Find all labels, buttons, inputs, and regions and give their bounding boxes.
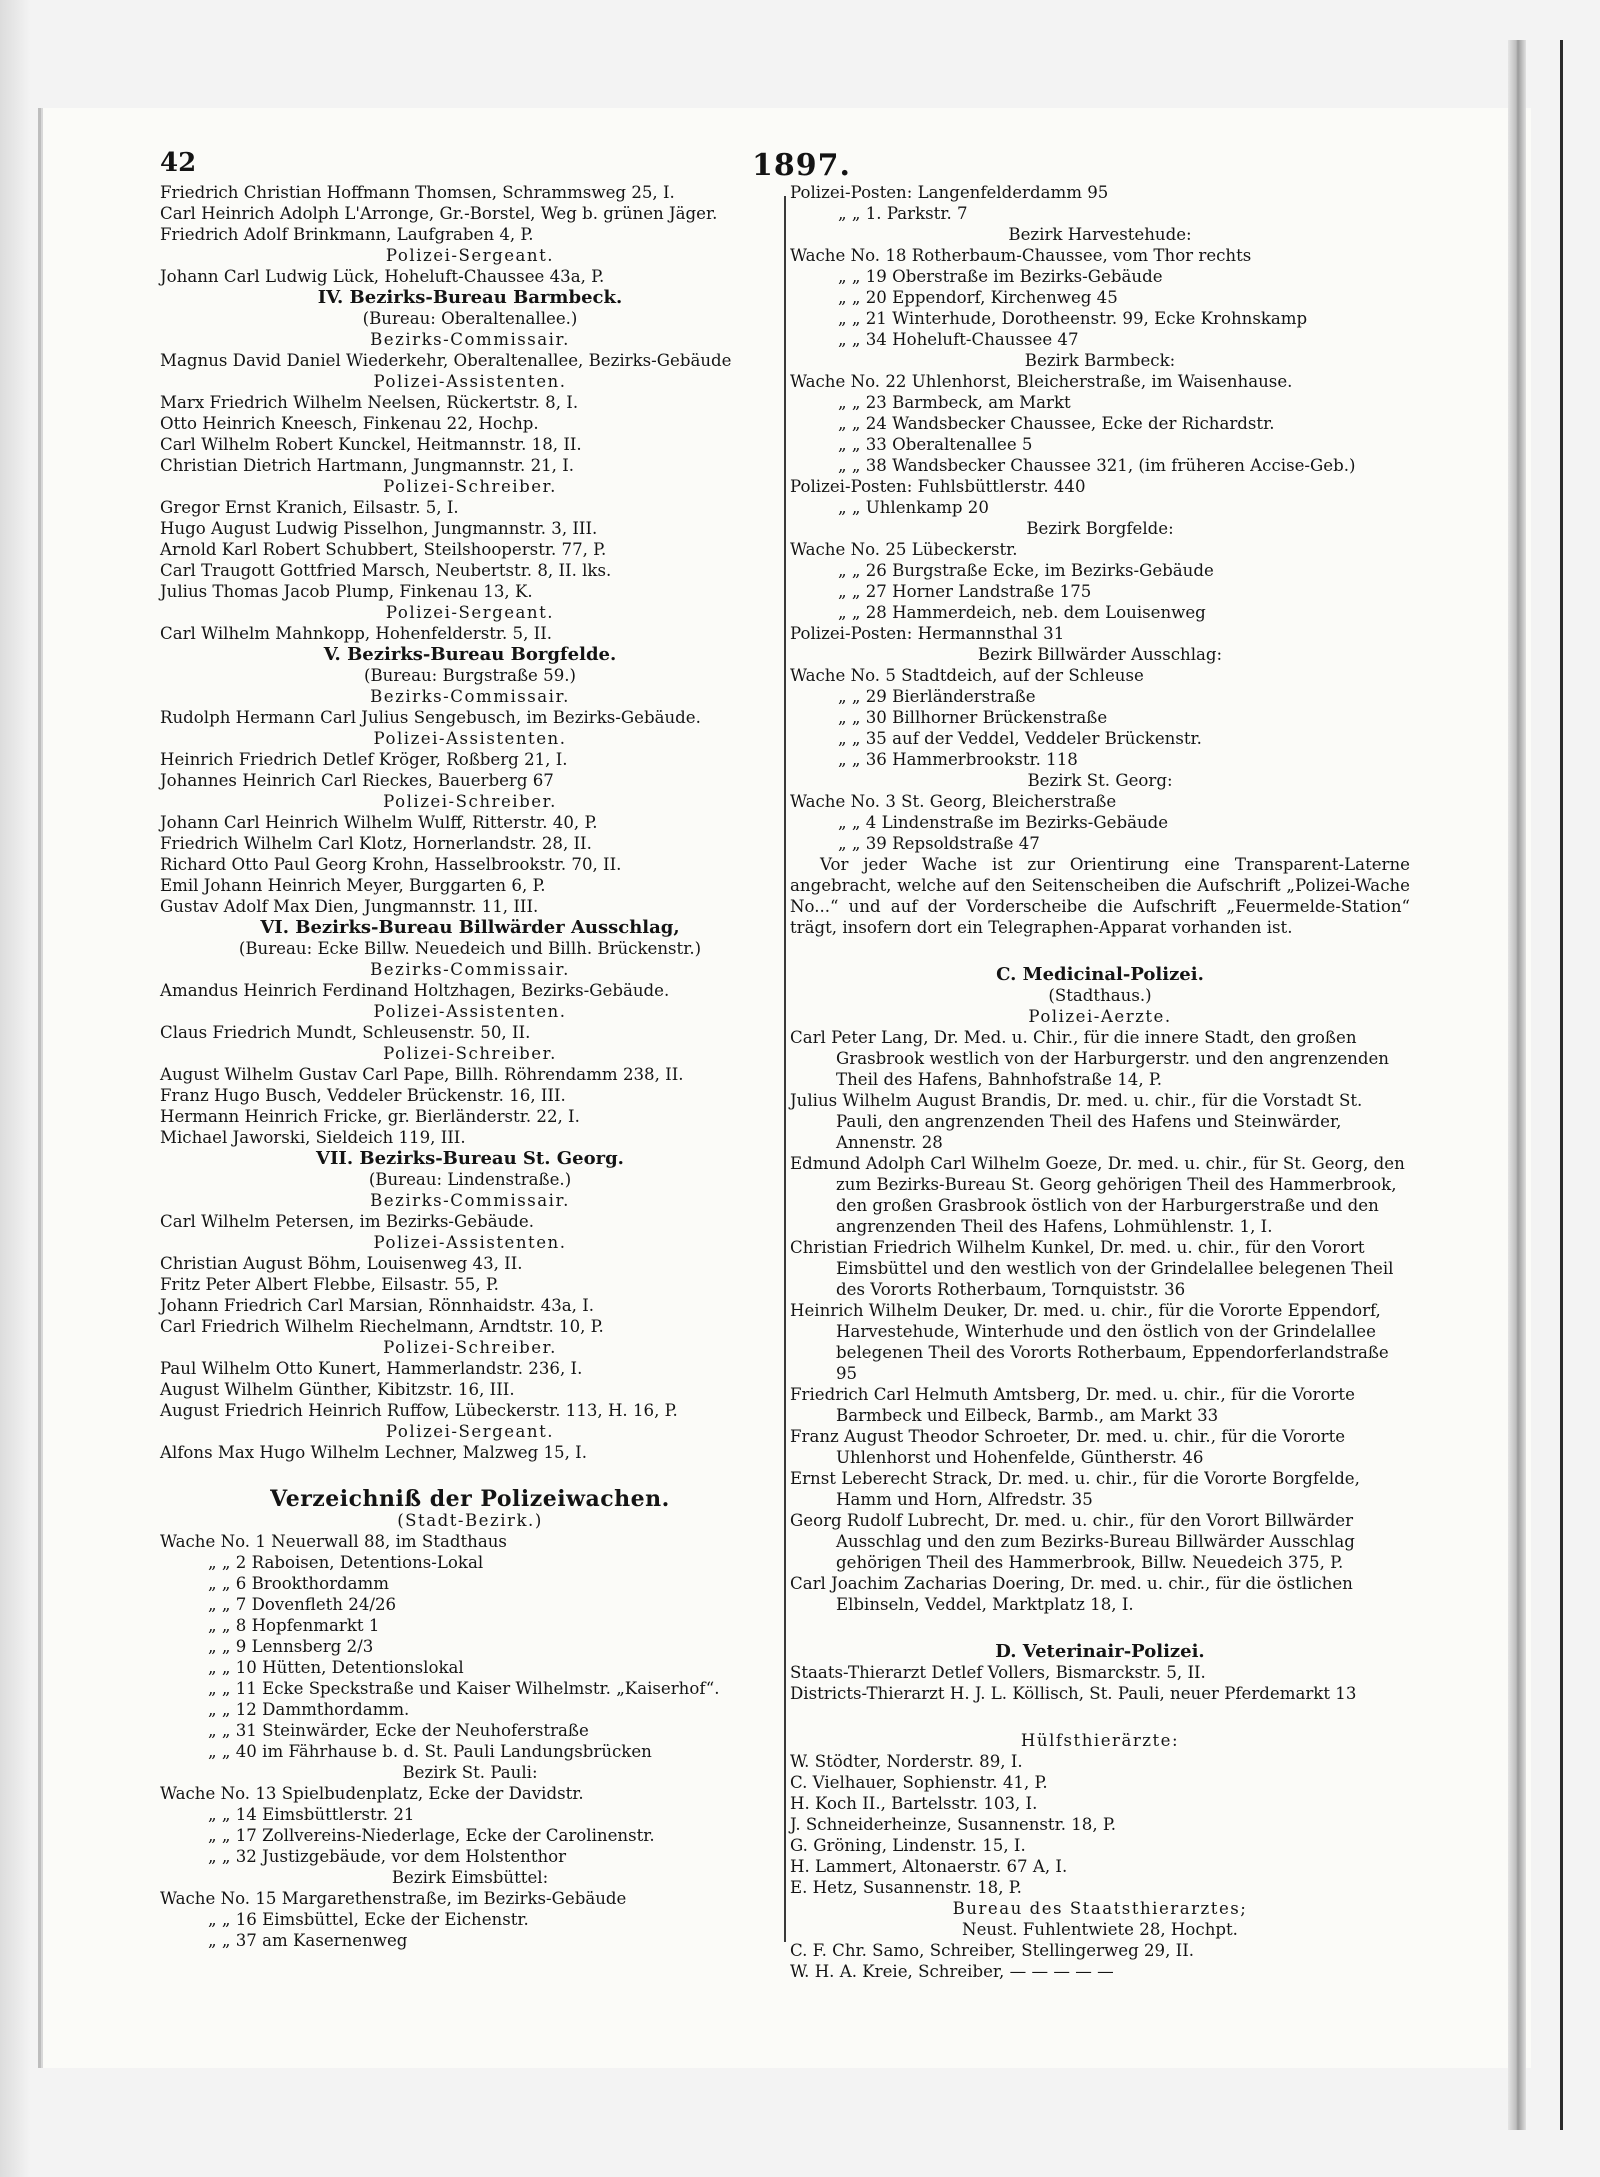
list-item: Carl Traugott Gottfried Marsch, Neubertstr. 8, II. lks. bbox=[160, 561, 612, 580]
section-subheading: Polizei-Schreiber. bbox=[383, 477, 557, 496]
section-subheading: Polizei-Assistenten. bbox=[373, 1002, 567, 1021]
section-heading: VII. Bezirks-Bureau St. Georg. bbox=[316, 1148, 624, 1169]
physician-entry: Christian Friedrich Wilhelm Kunkel, Dr. med. u. chir., für den Vorort Eimsbüttel und den westlich von der Grindelallee belegenen Theil des Vororts Rotherbaum, Tornquiststr. 36 bbox=[790, 1238, 1394, 1299]
list-item: „ „ 6 Brookthordamm bbox=[208, 1574, 389, 1593]
list-item: Claus Friedrich Mundt, Schleusenstr. 50, II. bbox=[160, 1023, 531, 1042]
section-heading: D. Veterinair-Polizei. bbox=[995, 1641, 1205, 1662]
list-item: Friedrich Christian Hoffmann Thomsen, Schrammsweg 25, I. bbox=[160, 183, 675, 202]
centered-note: Bezirk Barmbeck: bbox=[1024, 351, 1176, 370]
list-item: W. H. A. Kreie, Schreiber, — — — — — bbox=[790, 1962, 1114, 1981]
list-item: Otto Heinrich Kneesch, Finkenau 22, Hochp. bbox=[160, 414, 539, 433]
list-item: „ „ 26 Burgstraße Ecke, im Bezirks-Gebäude bbox=[838, 561, 1214, 580]
list-item: „ „ 32 Justizgebäude, vor dem Holstenthor bbox=[208, 1847, 567, 1866]
list-item: Gregor Ernst Kranich, Eilsastr. 5, I. bbox=[160, 498, 459, 517]
section-subheading: Hülfsthierärzte: bbox=[1020, 1731, 1180, 1750]
physician-entry: Julius Wilhelm August Brandis, Dr. med. u. chir., für die Vorstadt St. Pauli, den angrenzenden Theil des Hafens und Steinwärder, Annenstr. 28 bbox=[790, 1091, 1363, 1152]
section-subheading: Bezirks-Commissair. bbox=[370, 330, 570, 349]
centered-note: Bezirk Eimsbüttel: bbox=[391, 1868, 549, 1887]
section-subheading: Bezirks-Commissair. bbox=[370, 1191, 570, 1210]
list-item: „ „ 38 Wandsbecker Chaussee 321, (im früheren Accise-Geb.) bbox=[838, 456, 1356, 475]
list-item: H. Koch II., Bartelsstr. 103, I. bbox=[790, 1794, 1038, 1813]
list-item: C. Vielhauer, Sophienstr. 41, P. bbox=[790, 1773, 1048, 1792]
section-subheading: Polizei-Schreiber. bbox=[383, 1338, 557, 1357]
section-subheading: Polizei-Sergeant. bbox=[385, 603, 555, 622]
list-item: „ „ Uhlenkamp 20 bbox=[838, 498, 989, 517]
centered-note: (Bureau: Burgstraße 59.) bbox=[363, 666, 577, 685]
physician-entry: Edmund Adolph Carl Wilhelm Goeze, Dr. med. u. chir., für St. Georg, den zum Bezirks-Bureau St. Georg gehörigen Theil des Hammerbrook, den großen Grasbrook östlich von der Harburgerstraße und den angrenzenden Theil des Hafens, Lohmühlenstr. 1, I. bbox=[790, 1154, 1405, 1236]
notice-paragraph: Vor jeder Wache ist zur Orientirung eine Transparent-Laterne angebracht, welche auf den Seitenscheiben die Aufschrift „Polizei-Wache No...“ und auf der Vorderscheibe die Aufschrift „Feuermelde-Station“ trägt, insofern dort ein Telegraphen-Apparat vorhanden ist. bbox=[790, 855, 1410, 937]
list-item: „ „ 36 Hammerbrookstr. 118 bbox=[838, 750, 1078, 769]
list-item: „ „ 30 Billhorner Brückenstraße bbox=[838, 708, 1108, 727]
section-subheading: Polizei-Aerzte. bbox=[1028, 1007, 1172, 1026]
centered-note: (Stadthaus.) bbox=[1048, 986, 1152, 1005]
list-item: Julius Thomas Jacob Plump, Finkenau 13, K. bbox=[160, 582, 533, 601]
list-item: Friedrich Adolf Brinkmann, Laufgraben 4, P. bbox=[160, 225, 534, 244]
book-spine bbox=[1508, 40, 1526, 2130]
left-column bbox=[160, 182, 780, 1951]
spacer bbox=[790, 1615, 1410, 1641]
list-item: Wache No. 15 Margarethenstraße, im Bezirks-Gebäude bbox=[160, 1889, 627, 1908]
list-item: „ „ 37 am Kasernenweg bbox=[208, 1931, 408, 1950]
list-item: „ „ 33 Oberaltenallee 5 bbox=[838, 435, 1033, 454]
section-subheading: Polizei-Assistenten. bbox=[373, 372, 567, 391]
list-heading: Verzeichniß der Polizeiwachen. bbox=[270, 1486, 670, 1512]
centered-note: Bezirk Billwärder Ausschlag: bbox=[977, 645, 1223, 664]
section-subheading: Polizei-Schreiber. bbox=[383, 792, 557, 811]
list-item: „ „ 20 Eppendorf, Kirchenweg 45 bbox=[838, 288, 1118, 307]
list-item: Districts-Thierarzt H. J. L. Köllisch, St. Pauli, neuer Pferdemarkt 13 bbox=[790, 1684, 1357, 1703]
physician-entry: Ernst Leberecht Strack, Dr. med. u. chir., für die Vororte Borgfelde, Hamm und Horn, Alfredstr. 35 bbox=[790, 1469, 1360, 1509]
section-subheading: (Stadt-Bezirk.) bbox=[397, 1511, 543, 1530]
list-item: Hermann Heinrich Fricke, gr. Bierländerstr. 22, I. bbox=[160, 1107, 580, 1126]
gutter-line bbox=[1560, 40, 1563, 2130]
list-item: „ „ 14 Eimsbüttlerstr. 21 bbox=[208, 1805, 415, 1824]
page-number: 42 bbox=[160, 148, 197, 178]
physician-entry: Carl Joachim Zacharias Doering, Dr. med. u. chir., für die östlichen Elbinseln, Veddel, Marktplatz 18, I. bbox=[790, 1574, 1353, 1614]
list-item: „ „ 28 Hammerdeich, neb. dem Louisenweg bbox=[838, 603, 1206, 622]
list-item: „ „ 23 Barmbeck, am Markt bbox=[838, 393, 1071, 412]
right-column bbox=[790, 182, 1410, 1982]
list-item: W. Stödter, Norderstr. 89, I. bbox=[790, 1752, 1023, 1771]
spacer bbox=[790, 938, 1410, 964]
centered-note: (Bureau: Ecke Billw. Neuedeich und Billh. Brückenstr.) bbox=[238, 939, 702, 958]
centered-note: Bezirk Harvestehude: bbox=[1008, 225, 1192, 244]
list-item: „ „ 27 Horner Landstraße 175 bbox=[838, 582, 1092, 601]
list-item: „ „ 21 Winterhude, Dorotheenstr. 99, Ecke Krohnskamp bbox=[838, 309, 1308, 328]
list-item: Wache No. 22 Uhlenhorst, Bleicherstraße, im Waisenhause. bbox=[790, 372, 1293, 391]
list-item: „ „ 2 Raboisen, Detentions-Lokal bbox=[208, 1553, 484, 1572]
list-item: „ „ 35 auf der Veddel, Veddeler Brückenstr. bbox=[838, 729, 1202, 748]
section-heading: VI. Bezirks-Bureau Billwärder Ausschlag, bbox=[260, 917, 680, 938]
list-item: Arnold Karl Robert Schubbert, Steilshooperstr. 77, P. bbox=[160, 540, 607, 559]
list-item: Michael Jaworski, Sieldeich 119, III. bbox=[160, 1128, 466, 1147]
section-subheading: Polizei-Sergeant. bbox=[385, 246, 555, 265]
physician-entry: Carl Peter Lang, Dr. Med. u. Chir., für die innere Stadt, den großen Grasbrook westlich von der Harburgerstr. und den angrenzenden Theil des Hafens, Bahnhofstraße 14, P. bbox=[790, 1028, 1389, 1089]
list-item: „ „ 4 Lindenstraße im Bezirks-Gebäude bbox=[838, 813, 1169, 832]
list-item: August Wilhelm Günther, Kibitzstr. 16, III. bbox=[160, 1380, 515, 1399]
column-divider bbox=[784, 196, 786, 1942]
centered-note: Bezirk St. Georg: bbox=[1027, 771, 1173, 790]
list-item: Staats-Thierarzt Detlef Vollers, Bismarckstr. 5, II. bbox=[790, 1663, 1206, 1682]
physician-entry: Franz August Theodor Schroeter, Dr. med. u. chir., für die Vororte Uhlenhorst und Hohenfelde, Güntherstr. 46 bbox=[790, 1427, 1346, 1467]
list-item: „ „ 11 Ecke Speckstraße und Kaiser Wilhelmstr. „Kaiserhof“. bbox=[208, 1679, 720, 1698]
list-item: Carl Wilhelm Mahnkopp, Hohenfelderstr. 5, II. bbox=[160, 624, 553, 643]
list-item: Paul Wilhelm Otto Kunert, Hammerlandstr. 236, I. bbox=[160, 1359, 583, 1378]
list-item: Wache No. 1 Neuerwall 88, im Stadthaus bbox=[160, 1532, 507, 1551]
list-item: „ „ 34 Hoheluft-Chaussee 47 bbox=[838, 330, 1079, 349]
list-item: „ „ 8 Hopfenmarkt 1 bbox=[208, 1616, 380, 1635]
list-item: Wache No. 13 Spielbudenplatz, Ecke der Davidstr. bbox=[160, 1784, 584, 1803]
list-item: Heinrich Friedrich Detlef Kröger, Roßberg 21, I. bbox=[160, 750, 568, 769]
section-heading: IV. Bezirks-Bureau Barmbeck. bbox=[317, 287, 623, 308]
list-item: Hugo August Ludwig Pisselhon, Jungmannstr. 3, III. bbox=[160, 519, 598, 538]
list-item: Wache No. 3 St. Georg, Bleicherstraße bbox=[790, 792, 1117, 811]
centered-note: Bezirk Borgfelde: bbox=[1026, 519, 1174, 538]
list-item: H. Lammert, Altonaerstr. 67 A, I. bbox=[790, 1857, 1068, 1876]
section-subheading: Bezirks-Commissair. bbox=[370, 960, 570, 979]
section-subheading: Bezirks-Commissair. bbox=[370, 687, 570, 706]
list-item: Richard Otto Paul Georg Krohn, Hasselbrookstr. 70, II. bbox=[160, 855, 622, 874]
list-item: Johann Carl Heinrich Wilhelm Wulff, Ritterstr. 40, P. bbox=[160, 813, 598, 832]
list-item: „ „ 1. Parkstr. 7 bbox=[838, 204, 968, 223]
list-item: Johannes Heinrich Carl Rieckes, Bauerberg 67 bbox=[160, 771, 554, 790]
list-item: Polizei-Posten: Fuhlsbüttlerstr. 440 bbox=[790, 477, 1086, 496]
list-item: Wache No. 25 Lübeckerstr. bbox=[790, 540, 1018, 559]
section-subheading: Bureau des Staatsthierarztes; bbox=[952, 1899, 1248, 1918]
list-item: „ „ 9 Lennsberg 2/3 bbox=[208, 1637, 374, 1656]
list-item: Johann Carl Ludwig Lück, Hoheluft-Chaussee 43a, P. bbox=[160, 267, 605, 286]
list-item: J. Schneiderheinze, Susannenstr. 18, P. bbox=[790, 1815, 1116, 1834]
section-subheading: Polizei-Sergeant. bbox=[385, 1422, 555, 1441]
centered-note: (Bureau: Oberaltenallee.) bbox=[362, 309, 578, 328]
list-item: August Friedrich Heinrich Ruffow, Lübeckerstr. 113, H. 16, P. bbox=[160, 1401, 678, 1420]
list-item: C. F. Chr. Samo, Schreiber, Stellingerweg 29, II. bbox=[790, 1941, 1195, 1960]
list-item: Polizei-Posten: Hermannsthal 31 bbox=[790, 624, 1065, 643]
section-subheading: Polizei-Schreiber. bbox=[383, 1044, 557, 1063]
list-item: Magnus David Daniel Wiederkehr, Oberaltenallee, Bezirks-Gebäude bbox=[160, 351, 732, 370]
list-item: Friedrich Wilhelm Carl Klotz, Hornerlandstr. 28, II. bbox=[160, 834, 592, 853]
physician-entry: Heinrich Wilhelm Deuker, Dr. med. u. chir., für die Vororte Eppendorf, Harvestehude, Winterhude und den östlich von der Grindelallee belegenen Theil des Vororts Rotherbaum, Eppendorferlandstraße 95 bbox=[790, 1301, 1389, 1383]
list-item: „ „ 19 Oberstraße im Bezirks-Gebäude bbox=[838, 267, 1163, 286]
list-item: G. Gröning, Lindenstr. 15, I. bbox=[790, 1836, 1026, 1855]
centered-note: Bezirk St. Pauli: bbox=[402, 1763, 538, 1782]
list-item: E. Hetz, Susannenstr. 18, P. bbox=[790, 1878, 1022, 1897]
list-item: Emil Johann Heinrich Meyer, Burggarten 6, P. bbox=[160, 876, 546, 895]
list-item: Amandus Heinrich Ferdinand Holtzhagen, Bezirks-Gebäude. bbox=[160, 981, 670, 1000]
section-subheading: Polizei-Assistenten. bbox=[373, 729, 567, 748]
list-item: „ „ 7 Dovenfleth 24/26 bbox=[208, 1595, 397, 1614]
list-item: Franz Hugo Busch, Veddeler Brückenstr. 16, III. bbox=[160, 1086, 566, 1105]
list-item: „ „ 17 Zollvereins-Niederlage, Ecke der Carolinenstr. bbox=[208, 1826, 655, 1845]
list-item: Christian Dietrich Hartmann, Jungmannstr. 21, I. bbox=[160, 456, 575, 475]
list-item: Polizei-Posten: Langenfelderdamm 95 bbox=[790, 183, 1109, 202]
list-item: Christian August Böhm, Louisenweg 43, II. bbox=[160, 1254, 523, 1273]
list-item: Carl Wilhelm Petersen, im Bezirks-Gebäude. bbox=[160, 1212, 535, 1231]
scan-edge bbox=[0, 0, 30, 2177]
list-item: „ „ 31 Steinwärder, Ecke der Neuhoferstraße bbox=[208, 1721, 589, 1740]
list-item: „ „ 12 Dammthordamm. bbox=[208, 1700, 410, 1719]
list-item: Marx Friedrich Wilhelm Neelsen, Rückertstr. 8, I. bbox=[160, 393, 579, 412]
list-item: Wache No. 18 Rotherbaum-Chaussee, vom Thor rechts bbox=[790, 246, 1252, 265]
list-item: Carl Heinrich Adolph L'Arronge, Gr.-Borstel, Weg b. grünen Jäger. bbox=[160, 204, 718, 223]
list-item: Alfons Max Hugo Wilhelm Lechner, Malzweg 15, I. bbox=[160, 1443, 587, 1462]
physician-entry: Georg Rudolf Lubrecht, Dr. med. u. chir., für den Vorort Billwärder Ausschlag und den zum Bezirks-Bureau Billwärder Ausschlag gehörigen Theil des Hammerbrook, Billw. Neuedeich 375, P. bbox=[790, 1511, 1355, 1572]
section-heading: V. Bezirks-Bureau Borgfelde. bbox=[323, 644, 617, 665]
list-item: Wache No. 5 Stadtdeich, auf der Schleuse bbox=[790, 666, 1144, 685]
list-item: Gustav Adolf Max Dien, Jungmannstr. 11, III. bbox=[160, 897, 539, 916]
centered-note: Neust. Fuhlentwiete 28, Hochpt. bbox=[962, 1920, 1238, 1939]
list-item: „ „ 10 Hütten, Detentionslokal bbox=[208, 1658, 464, 1677]
list-item: „ „ 29 Bierländerstraße bbox=[838, 687, 1036, 706]
spacer bbox=[790, 1704, 1410, 1730]
list-item: „ „ 24 Wandsbecker Chaussee, Ecke der Richardstr. bbox=[838, 414, 1275, 433]
list-item: Rudolph Hermann Carl Julius Sengebusch, im Bezirks-Gebäude. bbox=[160, 708, 701, 727]
list-item: Fritz Peter Albert Flebbe, Eilsastr. 55, P. bbox=[160, 1275, 499, 1294]
centered-note: (Bureau: Lindenstraße.) bbox=[368, 1170, 572, 1189]
list-item: „ „ 16 Eimsbüttel, Ecke der Eichenstr. bbox=[208, 1910, 529, 1929]
list-item: August Wilhelm Gustav Carl Pape, Billh. Röhrendamm 238, II. bbox=[160, 1065, 684, 1084]
section-heading: C. Medicinal-Polizei. bbox=[996, 964, 1204, 985]
list-item: Carl Wilhelm Robert Kunckel, Heitmannstr. 18, II. bbox=[160, 435, 582, 454]
list-item: „ „ 40 im Fährhause b. d. St. Pauli Landungsbrücken bbox=[208, 1742, 652, 1761]
physician-entry: Friedrich Carl Helmuth Amtsberg, Dr. med. u. chir., für die Vororte Barmbeck und Eilbeck, Barmb., am Markt 33 bbox=[790, 1385, 1355, 1425]
page-year: 1897. bbox=[752, 148, 851, 183]
section-subheading: Polizei-Assistenten. bbox=[373, 1233, 567, 1252]
list-item: Carl Friedrich Wilhelm Riechelmann, Arndtstr. 10, P. bbox=[160, 1317, 604, 1336]
list-item: Johann Friedrich Carl Marsian, Rönnhaidstr. 43a, I. bbox=[160, 1296, 595, 1315]
list-item: „ „ 39 Repsoldstraße 47 bbox=[838, 834, 1040, 853]
